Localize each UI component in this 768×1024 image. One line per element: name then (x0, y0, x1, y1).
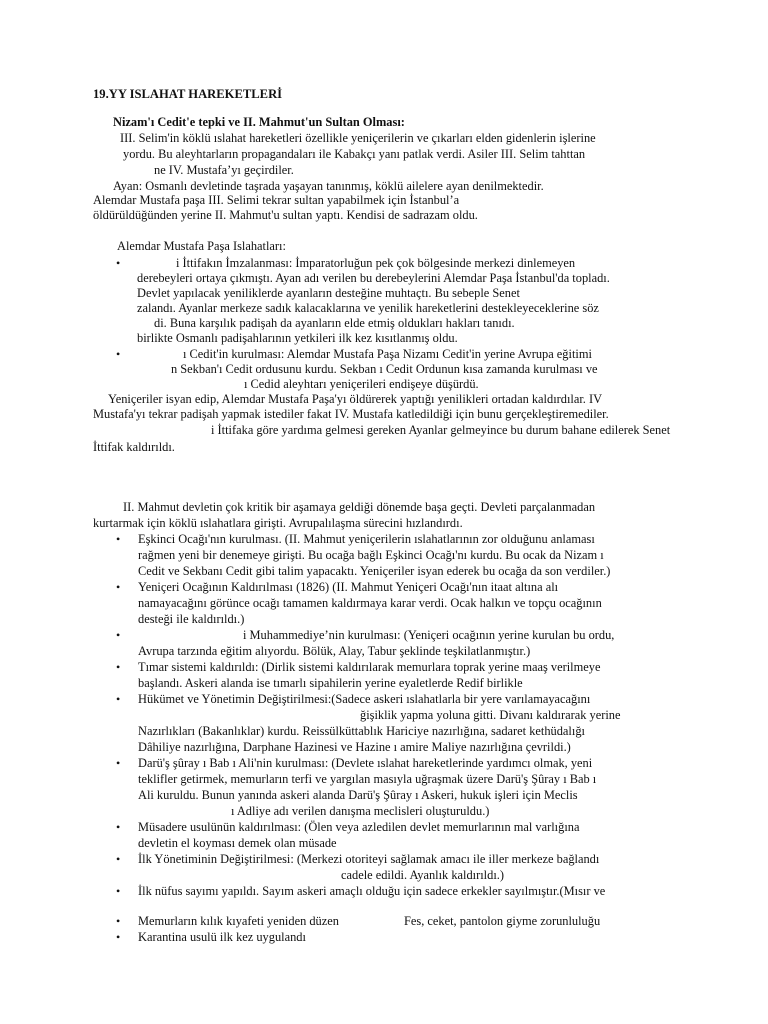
bullet-icon: • (116, 532, 121, 546)
list-item-line: Cedit ve Sekbanı Cedit gibi talim yapacaktı. Yeniçeriler isyan ederek bu ocağa da son verdiler.) (138, 564, 611, 578)
bullet-icon: • (116, 692, 121, 706)
list-item-line: Müsadere usulünün kaldırılması: (Ölen veya azledilen devlet memurlarının mal varlığına (138, 820, 580, 834)
paragraph-line: i İttifaka göre yardıma gelmesi gereken Ayanlar gelmeyince bu durum bahane edilerek Senet (211, 423, 671, 437)
bullet-icon: • (116, 628, 121, 642)
list-item-line: Yeniçeri Ocağının Kaldırılması (1826) (II. Mahmut Yeniçeri Ocağı'nın itaat altına alı (138, 580, 559, 594)
list-item-line: Ali kuruldu. Bunun yanında askeri alanda Darü'ş Şûray ı Askeri, hukuk işleri için Meclis (138, 788, 578, 802)
list-item-line: i İttifakın İmzalanması: İmparatorluğun pek çok bölgesinde merkezi dinlemeyen (176, 256, 576, 270)
bullet-icon: • (116, 852, 121, 866)
list-item-line: ı Cedid aleyhtarı yeniçerileri endişeye düşürdü. (244, 377, 479, 391)
list-item-line: derebeyleri ortaya çıkmıştı. Ayan adı verilen bu derebeylerini Alemdar Paşa İstanbul'da topladı. (137, 271, 610, 285)
paragraph-line: II. Mahmut devletin çok kritik bir aşamaya geldiği dönemde başa geçti. Devleti parçalanmadan (123, 500, 596, 514)
list-item-line: ı Adliye adı verilen danışma meclisleri oluşturuldu.) (231, 804, 490, 818)
paragraph-line: Ayan: Osmanlı devletinde taşrada yaşayan tanınmış, köklü ailelere ayan denilmektedir. (113, 179, 544, 193)
list-item-line: ğişiklik yapma yoluna gitti. Divanı kaldırarak yerine (360, 708, 621, 722)
bullet-icon: • (116, 347, 121, 361)
list-item-line: Tımar sistemi kaldırıldı: (Dirlik sistemi kaldırılarak memurlara toprak yerine maaş verilmeye (138, 660, 601, 674)
paragraph-line: ne IV. Mustafa’yı geçirdiler. (154, 163, 294, 177)
list-item-line: rağmen yeni bir denemeye girişti. Bu ocağa bağlı Eşkinci Ocağı'nı kurdu. Bu ocak da Nizam ı (138, 548, 604, 562)
paragraph-line: İttifak kaldırıldı. (93, 440, 175, 454)
paragraph-line: yordu. Bu aleyhtarların propagandaları ile Kabakçı yanı patlak verdi. Asiler III. Selim tahttan (123, 147, 586, 161)
list-item-line: başlandı. Askeri alanda ise tımarlı sipahilerin yerine eyaletlerde Redif birlikle (138, 676, 523, 690)
list-item-line: İlk nüfus sayımı yapıldı. Sayım askeri amaçlı olduğu için sadece erkekler sayılmıştır.(Mısır ve (138, 884, 606, 898)
list-item-line: Dâhiliye nazırlığına, Darphane Hazinesi ve Hazine ı amire Maliye nazırlığına çevrildi.) (138, 740, 571, 754)
list-item-line: namayacağını görünce ocağı tamamen kaldırmaya karar verdi. Ocak halkın ve topçu ocağının (138, 596, 602, 610)
list-item-line: Karantina usulü ilk kez uygulandı (138, 930, 306, 944)
section-heading: Alemdar Mustafa Paşa Islahatları: (117, 239, 286, 253)
list-item-line: Avrupa tarzında eğitim alıyordu. Bölük, Alay, Tabur şeklinde teşkilatlanmıştır.) (138, 644, 531, 658)
bullet-icon: • (116, 580, 121, 594)
list-item-line: Hükümet ve Yönetimin Değiştirilmesi:(Sadece askeri ıslahatlarla bir yere varılamayacağını (138, 692, 591, 706)
list-item-line: devletin el koyması demek olan müsade (138, 836, 337, 850)
bullet-icon: • (116, 256, 121, 270)
document-title: 19.YY ISLAHAT HAREKETLERİ (93, 87, 283, 101)
paragraph-line: kurtarmak için köklü ıslahatlara girişti. Avrupalılaşma sürecini hızlandırdı. (93, 516, 463, 530)
list-item-line: zalandı. Ayanlar merkeze sadık kalacaklarına ve yenilik hareketlerini destekleyeceklerine söz (137, 301, 599, 315)
list-item-line: di. Buna karşılık padişah da ayanların elde etmiş oldukları hakları tanıdı. (154, 316, 515, 330)
list-item-line: ı Cedit'in kurulması: Alemdar Mustafa Paşa Nizamı Cedit'in yerine Avrupa eğitimi (183, 347, 592, 361)
list-item-line: Darü'ş şûray ı Bab ı Ali'nin kurulması: (Devlete ıslahat hareketlerinde yardımcı olmak, yeni (138, 756, 593, 770)
list-item-line: cadele edildi. Ayanlık kaldırıldı.) (341, 868, 504, 882)
paragraph-line: Yeniçeriler isyan edip, Alemdar Mustafa Paşa'yı öldürerek yaptığı yenilikleri ortadan kaldırdılar. IV (108, 392, 603, 406)
bullet-icon: • (116, 820, 121, 834)
bullet-icon: • (116, 660, 121, 674)
list-item-line: n Sekban'ı Cedit ordusunu kurdu. Sekban ı Cedit Ordunun kısa zamanda kurulması ve (171, 362, 598, 376)
list-item-line: Memurların kılık kıyafeti yeniden düzen (138, 914, 339, 928)
list-item-line: Devlet yapılacak yeniliklerde ayanların desteğine muhtaçtı. Bu sebeple Senet (137, 286, 520, 300)
section-heading: Nizam'ı Cedit'e tepki ve II. Mahmut'un Sultan Olması: (113, 115, 405, 129)
list-item-line: Eşkinci Ocağı'nın kurulması. (II. Mahmut yeniçerilerin ıslahatlarının zor olduğunu anlaması (138, 532, 595, 546)
list-item-line: birlikte Osmanlı padişahlarının yetkileri ilk kez kısıtlanmış oldu. (137, 331, 458, 345)
bullet-icon: • (116, 914, 121, 928)
paragraph-line: Alemdar Mustafa paşa III. Selimi tekrar sultan yapabilmek için İstanbul’a (93, 193, 460, 207)
list-item-line: i Muhammediye’nin kurulması: (Yeniçeri ocağının yerine kurulan bu ordu, (243, 628, 615, 642)
bullet-icon: • (116, 930, 121, 944)
bullet-icon: • (116, 756, 121, 770)
bullet-icon: • (116, 884, 121, 898)
list-item-line: Nazırlıkları (Bakanlıklar) kurdu. Reissülküttablık Hariciye nazırlığına, sadaret kethüdalığı (138, 724, 585, 738)
list-item-line: İlk Yönetiminin Değiştirilmesi: (Merkezi otoriteyi sağlamak amacı ile iller merkeze bağlandı (138, 852, 600, 866)
paragraph-line: III. Selim'in köklü ıslahat hareketleri özellikle yeniçerilerin ve çıkarları elden gidenlerin işlerine (120, 131, 596, 145)
list-item-line: Fes, ceket, pantolon giyme zorunluluğu (404, 914, 601, 928)
list-item-line: desteği ile kaldırıldı.) (138, 612, 245, 626)
list-item-line: teklifler getirmek, memurların terfi ve yargılan masıyla uğraşmak üzere Darü'ş Şûray ı Bab ı (138, 772, 597, 786)
paragraph-line: öldürüldüğünden yerine II. Mahmut'u sultan yaptı. Kendisi de sadrazam oldu. (93, 208, 478, 222)
paragraph-line: Mustafa'yı tekrar padişah yapmak istediler fakat IV. Mustafa katledildiği için bunu gerçekleştiremediler. (93, 407, 609, 421)
